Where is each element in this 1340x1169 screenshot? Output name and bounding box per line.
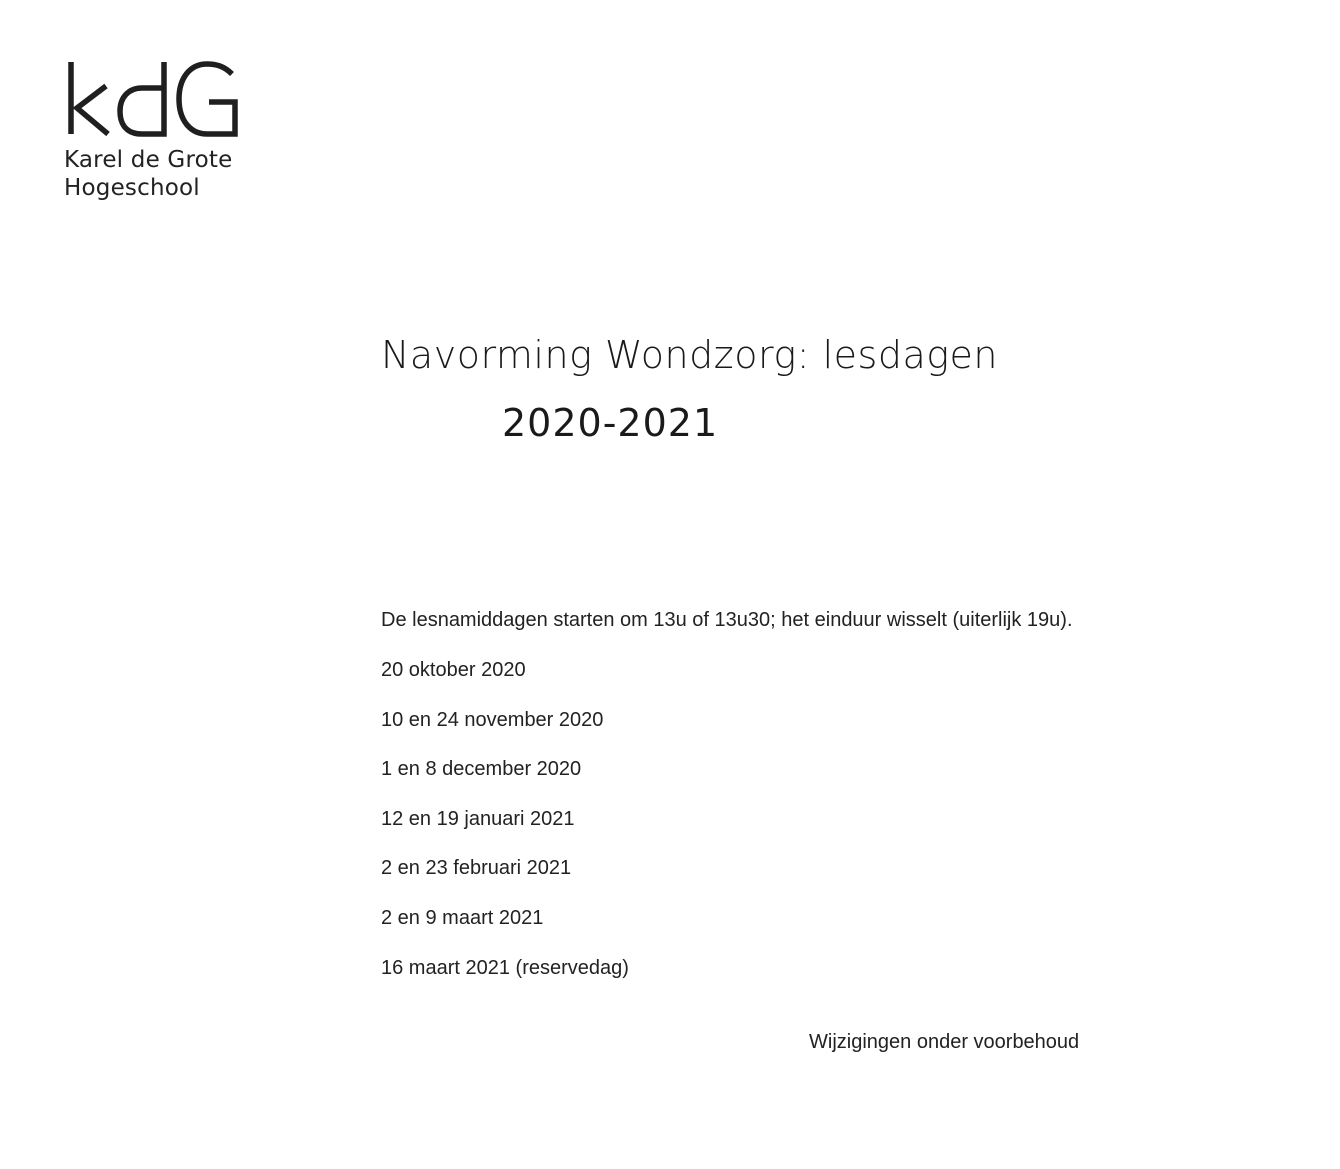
logo-text-hogeschool: Hogeschool (64, 175, 200, 201)
lesson-date: 20 oktober 2020 (381, 659, 526, 681)
lesson-date: 16 maart 2021 (reservedag) (381, 956, 629, 979)
intro-text: De lesnamiddagen starten om 13u of 13u30; het einduur wisselt (uiterlijk 19u). (381, 609, 1073, 631)
lesson-date: 10 en 24 november 2020 (381, 708, 604, 731)
document-title-year: 2020-2021 (502, 401, 719, 445)
kdg-logo-mark (64, 58, 240, 138)
lesson-date: 2 en 9 maart 2021 (381, 906, 544, 929)
lesson-dates-list (381, 658, 629, 1005)
lesson-date: 1 en 8 december 2020 (381, 758, 582, 781)
logo-text-karel-de-grote: Karel de Grote (64, 147, 233, 173)
lesson-date: 2 en 23 februari 2021 (381, 857, 572, 880)
lesson-date: 12 en 19 januari 2021 (381, 807, 575, 830)
disclaimer-text: Wijzigingen onder voorbehoud (809, 1031, 1080, 1053)
kdg-logo (64, 58, 264, 202)
document-title: Navorming Wondzorg: lesdagen (381, 333, 998, 377)
